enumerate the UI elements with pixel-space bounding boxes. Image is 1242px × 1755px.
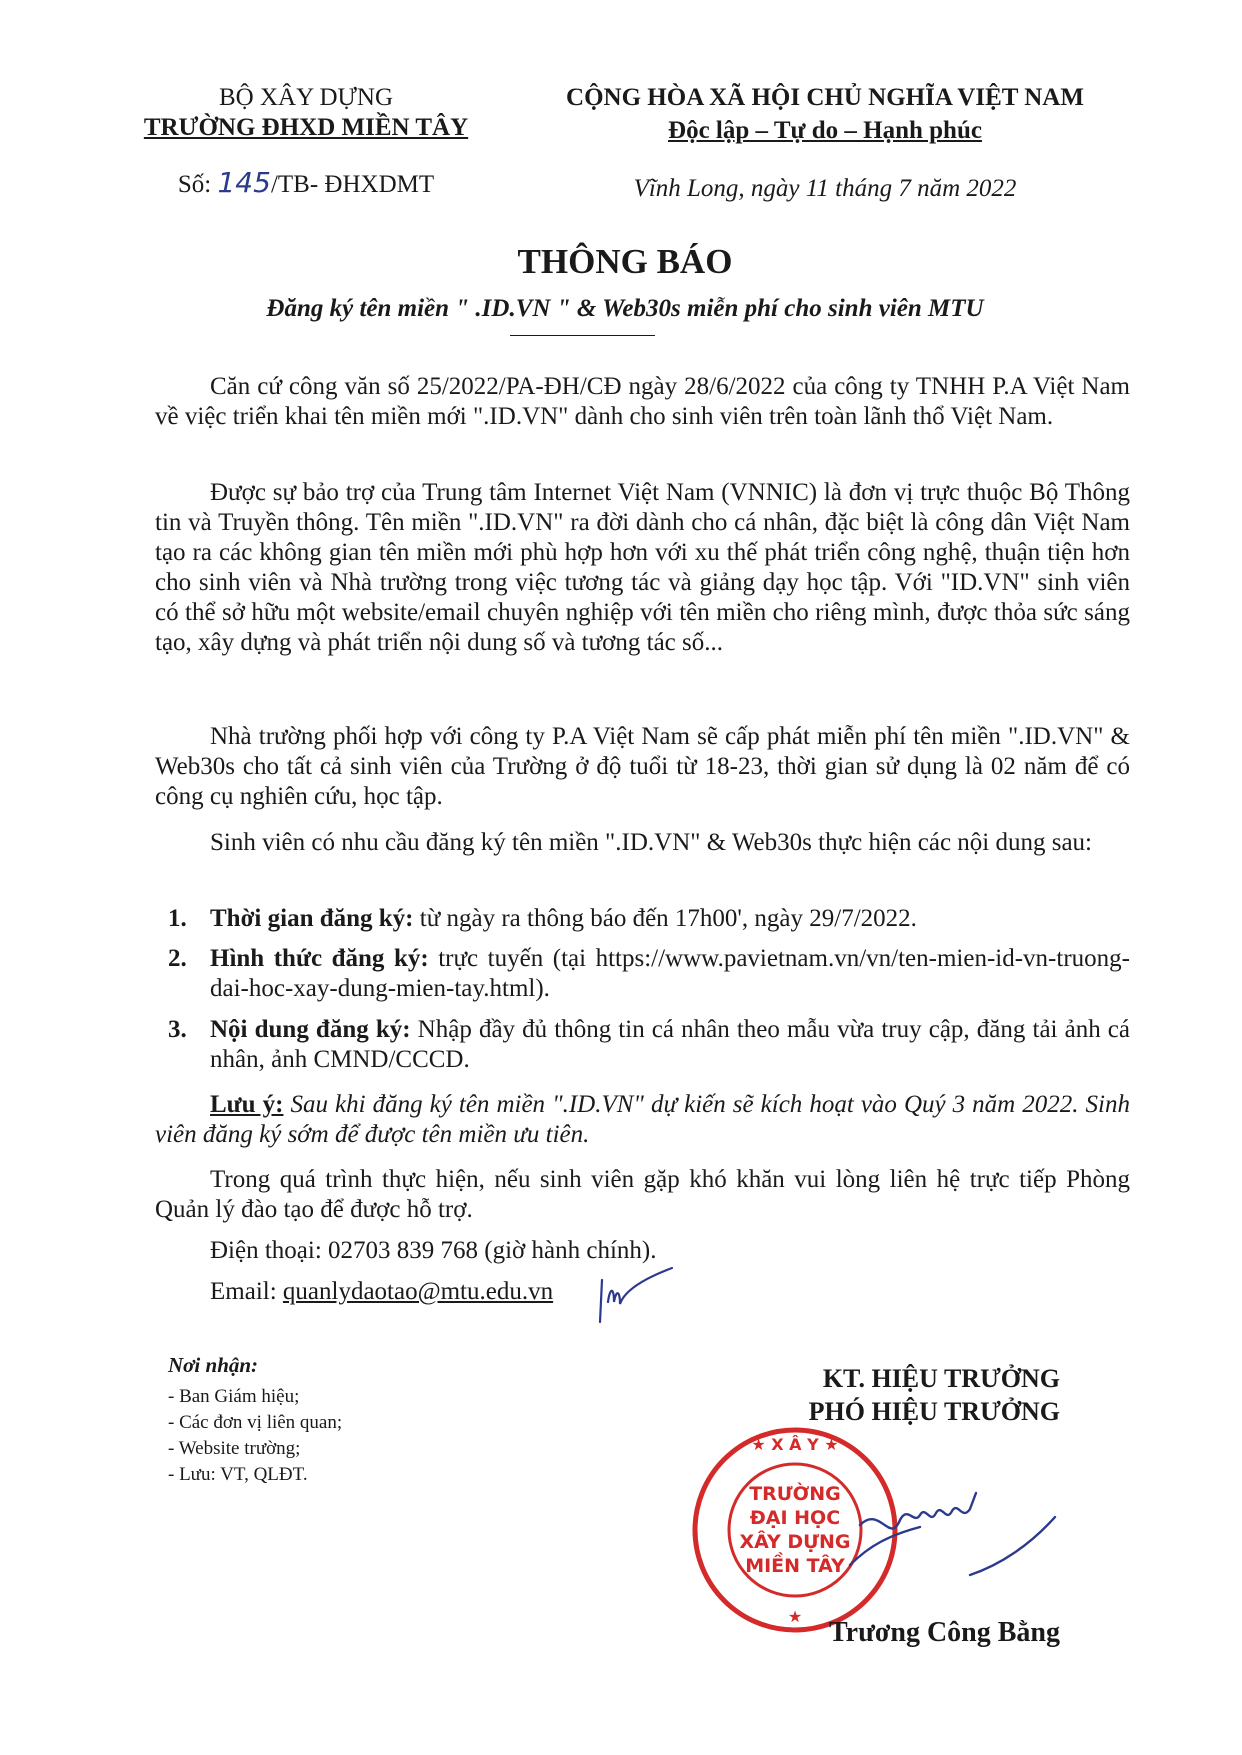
svg-text:ĐẠI HỌC: ĐẠI HỌC [749, 1507, 841, 1529]
email-link[interactable]: quanlydaotao@mtu.edu.vn [282, 1278, 554, 1305]
recipient-1: - Ban Giám hiệu; [168, 1386, 300, 1407]
svg-text:TRƯỜNG: TRƯỜNG [749, 1483, 841, 1505]
document-number [120, 168, 492, 200]
doc-number-suffix: /TB- ĐHXDMT [270, 171, 435, 198]
initials-signature-icon [592, 1262, 682, 1332]
note-paragraph [155, 1090, 1130, 1150]
recipient-3: - Website trường; [168, 1438, 301, 1459]
doc-number-prefix: Số: [177, 171, 212, 198]
svg-text:XÂY DỰNG: XÂY DỰNG [739, 1531, 851, 1553]
email-label: Email: [210, 1278, 283, 1305]
svg-text:★ X Â Y ★: ★ X Â Y ★ [751, 1435, 839, 1454]
paragraph-2: Được sự bảo trợ của Trung tâm Internet Việt Nam (VNNIC) là đơn vị trực thuộc Bộ Thông tin và Truyền thông. Tên miền ".ID.VN" ra đời dành cho cá nhân, đặc biệt là công dân Việt Nam tạo ra các không gian tên miền mới phù hợp hơn với xu thế phát triển công nghệ, thuận tiện hơn cho sinh viên và Nhà trường trong việc tương tác và giảng dạy học tập. Với "ID.VN" sinh viên có thể sở hữu một website/email chuyên nghiệp với tên miền cho riêng mình, được thỏa sức sáng tạo, xây dựng và phát triển nội dung số và tương tác số... [155, 479, 1130, 656]
paragraph-4: Sinh viên có nhu cầu đăng ký tên miền ".ID.VN" & Web30s thực hiện các nội dung sau: [210, 829, 1093, 856]
list-item-text: trực tuyến (tại https://www.pavietnam.vn/vn/ten-mien-id-vn-truong-dai-hoc-xay-dung-mien-tay.html). [210, 945, 1130, 1002]
handwritten-signature-icon [830, 1465, 1070, 1595]
list-item-label: Nội dung đăng ký: [210, 1016, 411, 1043]
note-text: Sau khi đăng ký tên miền ".ID.VN" dự kiến sẽ kích hoạt vào Quý 3 năm 2022. Sinh viên đăng ký sớm để được tên miền ưu tiên. [155, 1091, 1131, 1148]
list-number: 2. [168, 945, 187, 972]
list-item-text: Nhập đầy đủ thông tin cá nhân theo mẫu vừa truy cập, đăng tải ảnh cá nhân, ảnh CMND/CCCD. [210, 1016, 1130, 1073]
title-divider [510, 335, 655, 336]
paragraph-3: Nhà trường phối hợp với công ty P.A Việt Nam sẽ cấp phát miễn phí tên miền ".ID.VN" & Web30s cho tất cả sinh viên của Trường ở độ tuổi từ 18-23, thời gian sử dụng là 02 năm để có công cụ nghiên cứu, học tập. [155, 723, 1130, 810]
paragraph-5: Trong quá trình thực hiện, nếu sinh viên gặp khó khăn vui lòng liên hệ trực tiếp Phòng Quản lý đào tạo để được hỗ trợ. [155, 1166, 1130, 1223]
document-subtitle: Đăng ký tên miền " .ID.VN " & Web30s miễn phí cho sinh viên MTU [266, 295, 984, 322]
list-item-label: Hình thức đăng ký: [210, 945, 429, 972]
national-motto: Độc lập – Tự do – Hạnh phúc [668, 117, 982, 144]
recipient-2: - Các đơn vị liên quan; [168, 1412, 343, 1433]
school-name: TRƯỜNG ĐHXD MIỀN TÂY [143, 114, 469, 141]
recipients-title: Nơi nhận: [168, 1353, 259, 1377]
list-item-text: từ ngày ra thông báo đến 17h00', ngày 29/7/2022. [413, 905, 917, 932]
list-item-2 [168, 944, 1130, 1004]
doc-number-handwritten: 145 [217, 166, 271, 199]
place-date: Vĩnh Long, ngày 11 tháng 7 năm 2022 [633, 175, 1017, 202]
signer-name: Trương Công Bằng [829, 1617, 1060, 1648]
note-label: Lưu ý: [210, 1091, 284, 1118]
republic-name: CỘNG HÒA XÃ HỘI CHỦ NGHĨA VIỆT NAM [566, 84, 1084, 111]
list-number: 3. [168, 1016, 187, 1043]
list-item-3 [168, 1015, 1130, 1075]
signature-title-2: PHÓ HIỆU TRƯỞNG [808, 1397, 1060, 1426]
signature-title-1: KT. HIỆU TRƯỞNG [822, 1364, 1060, 1393]
document-title: THÔNG BÁO [517, 242, 733, 281]
ministry-name: BỘ XÂY DỰNG [218, 84, 394, 111]
svg-text:★: ★ [787, 1607, 803, 1626]
list-item-1 [168, 904, 1130, 934]
list-item-label: Thời gian đăng ký: [210, 905, 414, 932]
phone-line: Điện thoại: 02703 839 768 (giờ hành chính). [210, 1237, 657, 1264]
list-number: 1. [168, 905, 187, 932]
paragraph-1: Căn cứ công văn số 25/2022/PA-ĐH/CĐ ngày 28/6/2022 của công ty TNHH P.A Việt Nam về việc triển khai tên miền mới ".ID.VN" dành cho sinh viên trên toàn lãnh thổ Việt Nam. [155, 373, 1130, 430]
recipient-4: - Lưu: VT, QLĐT. [168, 1464, 308, 1485]
svg-text:MIỀN TÂY: MIỀN TÂY [745, 1555, 845, 1577]
